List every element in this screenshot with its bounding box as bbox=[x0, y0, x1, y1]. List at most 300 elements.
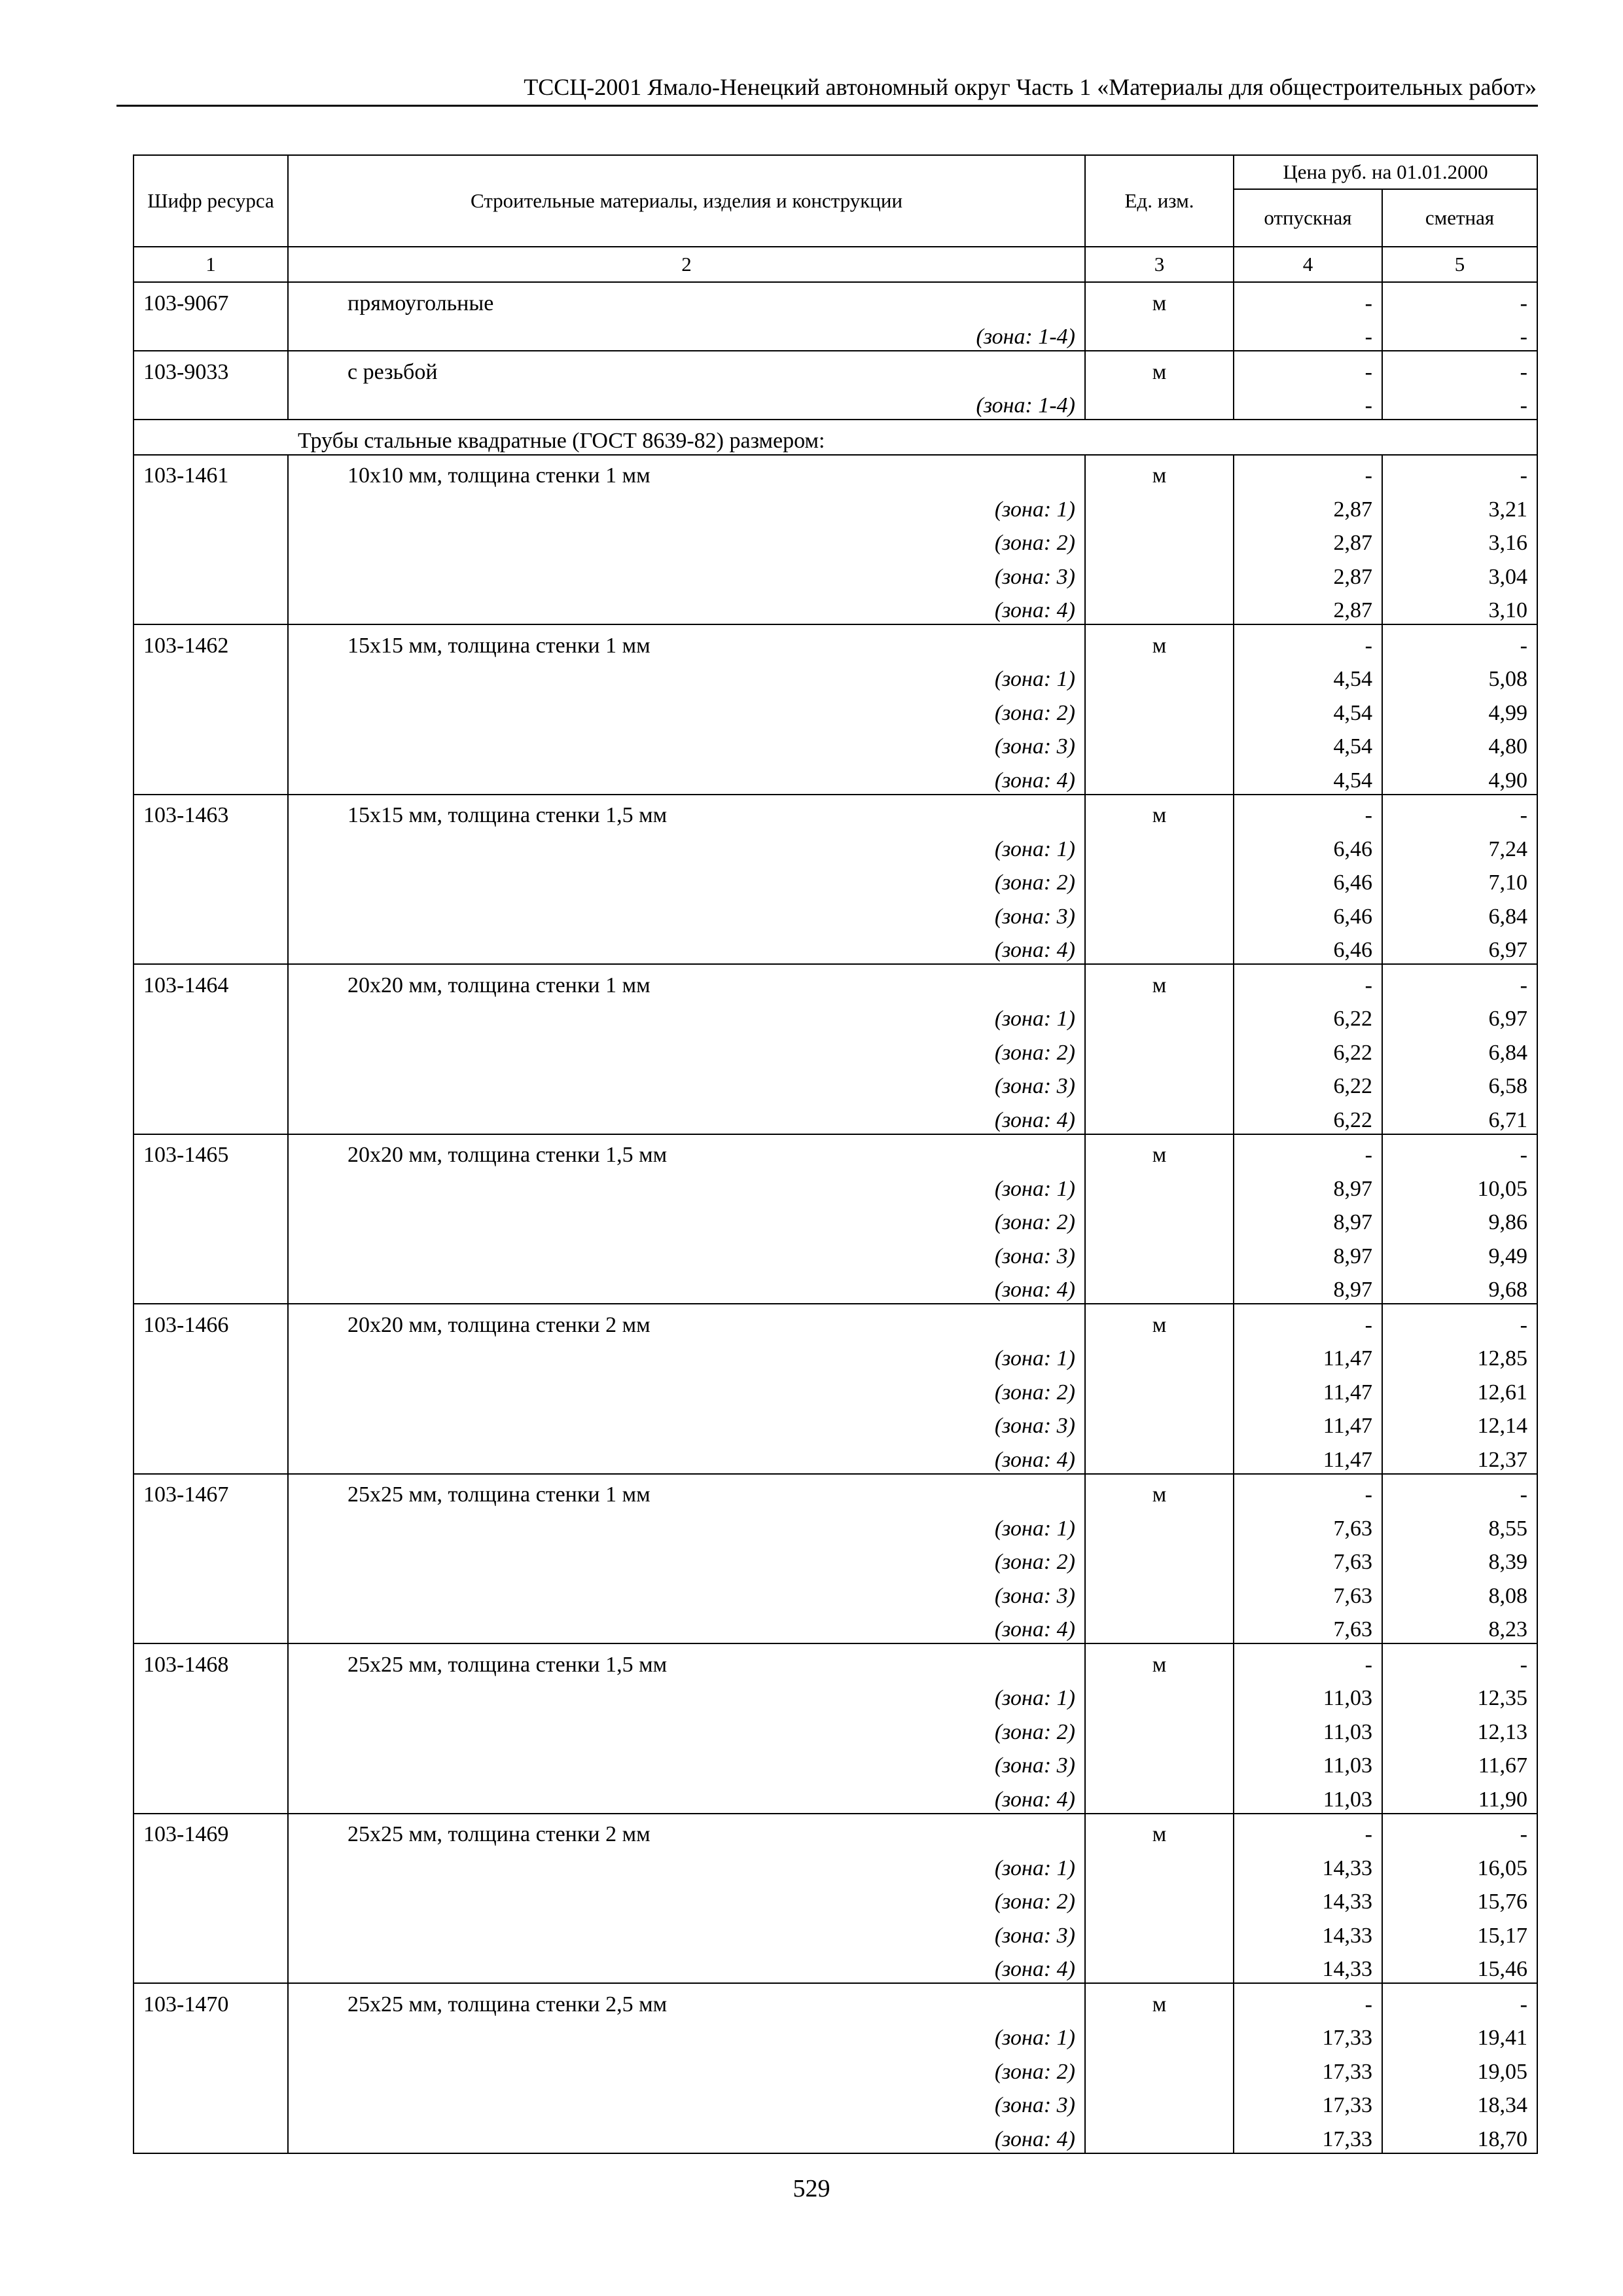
zone-row bbox=[134, 1168, 1537, 1202]
empty-cell bbox=[134, 1712, 288, 1746]
release-price: - bbox=[1234, 1814, 1382, 1848]
empty-cell bbox=[1085, 1406, 1234, 1440]
resource-name: с резьбой bbox=[288, 351, 1085, 386]
zone-label: (зона: 4) bbox=[288, 1779, 1085, 1814]
zone-row bbox=[134, 1406, 1537, 1440]
estimate-price: - bbox=[1382, 1983, 1537, 2018]
resource-code: 103-1463 bbox=[134, 795, 288, 829]
unit-cell: м bbox=[1085, 624, 1234, 659]
empty-cell bbox=[134, 2085, 288, 2119]
resource-name: 20х20 мм, толщина стенки 2 мм bbox=[288, 1304, 1085, 1338]
zone-row bbox=[134, 1032, 1537, 1066]
estimate-price: 16,05 bbox=[1382, 1848, 1537, 1882]
unit-cell: м bbox=[1085, 1304, 1234, 1338]
zone-row bbox=[134, 930, 1537, 965]
header-rule bbox=[116, 105, 1538, 107]
empty-cell bbox=[134, 896, 288, 930]
table-row bbox=[134, 351, 1537, 386]
zone-label: (зона: 1) bbox=[288, 659, 1085, 693]
table-row bbox=[134, 1134, 1537, 1169]
estimate-price: 6,58 bbox=[1382, 1066, 1537, 1100]
empty-cell bbox=[1085, 999, 1234, 1033]
empty-cell bbox=[1085, 386, 1234, 420]
zone-label: (зона: 3) bbox=[288, 896, 1085, 930]
release-price: - bbox=[1234, 1983, 1382, 2018]
empty-cell bbox=[1085, 523, 1234, 557]
table-row bbox=[134, 1983, 1537, 2018]
zone-row bbox=[134, 1100, 1537, 1134]
release-price: 11,47 bbox=[1234, 1372, 1382, 1406]
estimate-price: - bbox=[1382, 351, 1537, 386]
zone-label: (зона: 2) bbox=[288, 1032, 1085, 1066]
resource-code: 103-1466 bbox=[134, 1304, 288, 1338]
empty-cell bbox=[1085, 1270, 1234, 1304]
estimate-price: 4,90 bbox=[1382, 760, 1537, 795]
empty-cell bbox=[1085, 692, 1234, 726]
estimate-price: - bbox=[1382, 795, 1537, 829]
estimate-price: 9,68 bbox=[1382, 1270, 1537, 1304]
zone-row bbox=[134, 2051, 1537, 2085]
release-price: - bbox=[1234, 1474, 1382, 1509]
release-price: 6,46 bbox=[1234, 896, 1382, 930]
estimate-price: 12,61 bbox=[1382, 1372, 1537, 1406]
zone-row bbox=[134, 1915, 1537, 1949]
group-title: Трубы стальные квадратные (ГОСТ 8639-82) размером: bbox=[134, 420, 1537, 455]
estimate-price: 6,97 bbox=[1382, 930, 1537, 965]
unit-cell: м bbox=[1085, 1814, 1234, 1848]
empty-cell bbox=[134, 692, 288, 726]
page-number: 529 bbox=[793, 2175, 830, 2202]
release-price: 7,63 bbox=[1234, 1575, 1382, 1609]
estimate-price: 8,55 bbox=[1382, 1508, 1537, 1542]
resource-name: прямоугольные bbox=[288, 282, 1085, 317]
release-price: 17,33 bbox=[1234, 2119, 1382, 2153]
release-price: - bbox=[1234, 386, 1382, 420]
zone-label: (зона: 3) bbox=[288, 1066, 1085, 1100]
zone-label: (зона: 1) bbox=[288, 2018, 1085, 2052]
release-price: 2,87 bbox=[1234, 489, 1382, 523]
table-row bbox=[134, 455, 1537, 490]
zone-row bbox=[134, 2018, 1537, 2052]
empty-cell bbox=[134, 2051, 288, 2085]
zone-label: (зона: 2) bbox=[288, 523, 1085, 557]
resource-code: 103-1469 bbox=[134, 1814, 288, 1848]
table-row bbox=[134, 1304, 1537, 1338]
zone-label: (зона: 3) bbox=[288, 1915, 1085, 1949]
empty-cell bbox=[1085, 760, 1234, 795]
empty-cell bbox=[134, 1848, 288, 1882]
estimate-price: 12,37 bbox=[1382, 1439, 1537, 1474]
empty-cell bbox=[134, 999, 288, 1033]
zone-row bbox=[134, 659, 1537, 693]
empty-cell bbox=[134, 1032, 288, 1066]
table-row bbox=[134, 282, 1537, 317]
zone-row bbox=[134, 760, 1537, 795]
empty-cell bbox=[1085, 829, 1234, 863]
empty-cell bbox=[134, 1100, 288, 1134]
zone-row bbox=[134, 829, 1537, 863]
zone-label: (зона: 1) bbox=[288, 829, 1085, 863]
empty-cell bbox=[1085, 556, 1234, 590]
release-price: 11,03 bbox=[1234, 1746, 1382, 1780]
empty-cell bbox=[1085, 1848, 1234, 1882]
resource-table bbox=[133, 154, 1538, 2154]
release-price: 6,22 bbox=[1234, 1032, 1382, 1066]
estimate-price: 12,13 bbox=[1382, 1712, 1537, 1746]
zone-label: (зона: 3) bbox=[288, 1575, 1085, 1609]
estimate-price: - bbox=[1382, 624, 1537, 659]
zone-label: (зона: 2) bbox=[288, 2051, 1085, 2085]
empty-cell bbox=[134, 760, 288, 795]
zone-label: (зона: 4) bbox=[288, 1439, 1085, 1474]
empty-cell bbox=[1085, 1882, 1234, 1916]
empty-cell bbox=[1085, 1100, 1234, 1134]
zone-label: (зона: 1) bbox=[288, 1848, 1085, 1882]
empty-cell bbox=[1085, 1066, 1234, 1100]
zone-label: (зона: 4) bbox=[288, 1609, 1085, 1644]
empty-cell bbox=[134, 1338, 288, 1372]
empty-cell bbox=[134, 1066, 288, 1100]
header-estimate-price: сметная bbox=[1382, 189, 1537, 247]
zone-label: (зона: 4) bbox=[288, 590, 1085, 625]
group-row bbox=[134, 420, 1537, 455]
empty-cell bbox=[134, 1508, 288, 1542]
estimate-price: 3,04 bbox=[1382, 556, 1537, 590]
unit-cell: м bbox=[1085, 1643, 1234, 1678]
empty-cell bbox=[134, 1202, 288, 1236]
empty-cell bbox=[134, 1949, 288, 1984]
estimate-price: 5,08 bbox=[1382, 659, 1537, 693]
column-number: 3 bbox=[1085, 247, 1234, 282]
estimate-price: - bbox=[1382, 455, 1537, 490]
zone-row bbox=[134, 1609, 1537, 1644]
zone-row bbox=[134, 556, 1537, 590]
empty-cell bbox=[1085, 1032, 1234, 1066]
release-price: 7,63 bbox=[1234, 1508, 1382, 1542]
header-price-group: Цена руб. на 01.01.2000 bbox=[1234, 155, 1537, 189]
zone-label: (зона: 2) bbox=[288, 692, 1085, 726]
empty-cell bbox=[134, 386, 288, 420]
empty-cell bbox=[134, 317, 288, 351]
release-price: 8,97 bbox=[1234, 1236, 1382, 1270]
zone-label: (зона: 1) bbox=[288, 1678, 1085, 1712]
unit-cell: м bbox=[1085, 1983, 1234, 2018]
resource-name: 15х15 мм, толщина стенки 1,5 мм bbox=[288, 795, 1085, 829]
release-price: 11,03 bbox=[1234, 1678, 1382, 1712]
empty-cell bbox=[1085, 1712, 1234, 1746]
zone-label: (зона: 4) bbox=[288, 930, 1085, 965]
release-price: 6,22 bbox=[1234, 999, 1382, 1033]
zone-row bbox=[134, 863, 1537, 897]
empty-cell bbox=[1085, 2018, 1234, 2052]
empty-cell bbox=[134, 523, 288, 557]
table-row bbox=[134, 964, 1537, 999]
zone-row bbox=[134, 523, 1537, 557]
release-price: 7,63 bbox=[1234, 1542, 1382, 1576]
zone-row bbox=[134, 2119, 1537, 2153]
zone-label: (зона: 2) bbox=[288, 1882, 1085, 1916]
empty-cell bbox=[134, 1678, 288, 1712]
release-price: 14,33 bbox=[1234, 1949, 1382, 1984]
release-price: 7,63 bbox=[1234, 1609, 1382, 1644]
zone-row bbox=[134, 1882, 1537, 1916]
estimate-price: 8,39 bbox=[1382, 1542, 1537, 1576]
zone-label: (зона: 3) bbox=[288, 2085, 1085, 2119]
release-price: - bbox=[1234, 1134, 1382, 1169]
estimate-price: 3,21 bbox=[1382, 489, 1537, 523]
zone-label: (зона: 1) bbox=[288, 999, 1085, 1033]
zone-row bbox=[134, 1439, 1537, 1474]
estimate-price: 6,97 bbox=[1382, 999, 1537, 1033]
zone-row bbox=[134, 1066, 1537, 1100]
release-price: - bbox=[1234, 1304, 1382, 1338]
release-price: 2,87 bbox=[1234, 523, 1382, 557]
zone-row bbox=[134, 692, 1537, 726]
zone-row bbox=[134, 1712, 1537, 1746]
release-price: 6,46 bbox=[1234, 863, 1382, 897]
unit-cell: м bbox=[1085, 1474, 1234, 1509]
zone-label: (зона: 4) bbox=[288, 1100, 1085, 1134]
empty-cell bbox=[1085, 726, 1234, 761]
estimate-price: 3,16 bbox=[1382, 523, 1537, 557]
zone-row bbox=[134, 896, 1537, 930]
estimate-price: 6,84 bbox=[1382, 896, 1537, 930]
estimate-price: 15,76 bbox=[1382, 1882, 1537, 1916]
release-price: - bbox=[1234, 624, 1382, 659]
empty-cell bbox=[1085, 590, 1234, 625]
empty-cell bbox=[134, 2018, 288, 2052]
release-price: 6,46 bbox=[1234, 930, 1382, 965]
zone-row bbox=[134, 1236, 1537, 1270]
release-price: 6,22 bbox=[1234, 1066, 1382, 1100]
table-row bbox=[134, 1814, 1537, 1848]
release-price: 14,33 bbox=[1234, 1915, 1382, 1949]
release-price: - bbox=[1234, 317, 1382, 351]
estimate-price: - bbox=[1382, 317, 1537, 351]
unit-cell: м bbox=[1085, 795, 1234, 829]
empty-cell bbox=[134, 1372, 288, 1406]
empty-cell bbox=[1085, 1202, 1234, 1236]
empty-cell bbox=[1085, 659, 1234, 693]
estimate-price: 15,17 bbox=[1382, 1915, 1537, 1949]
estimate-price: - bbox=[1382, 1643, 1537, 1678]
estimate-price: 11,90 bbox=[1382, 1779, 1537, 1814]
empty-cell bbox=[134, 1406, 288, 1440]
estimate-price: 8,23 bbox=[1382, 1609, 1537, 1644]
release-price: 17,33 bbox=[1234, 2018, 1382, 2052]
zone-row bbox=[134, 590, 1537, 625]
estimate-price: 9,49 bbox=[1382, 1236, 1537, 1270]
empty-cell bbox=[1085, 1609, 1234, 1644]
release-price: 8,97 bbox=[1234, 1168, 1382, 1202]
header-code: Шифр ресурса bbox=[134, 155, 288, 247]
empty-cell bbox=[134, 659, 288, 693]
release-price: - bbox=[1234, 964, 1382, 999]
resource-code: 103-1468 bbox=[134, 1643, 288, 1678]
release-price: 11,47 bbox=[1234, 1338, 1382, 1372]
empty-cell bbox=[1085, 2051, 1234, 2085]
zone-label: (зона: 4) bbox=[288, 2119, 1085, 2153]
estimate-price: - bbox=[1382, 1134, 1537, 1169]
empty-cell bbox=[1085, 1168, 1234, 1202]
zone-label: (зона: 1-4) bbox=[288, 386, 1085, 420]
estimate-price: 12,85 bbox=[1382, 1338, 1537, 1372]
unit-cell: м bbox=[1085, 351, 1234, 386]
zone-row bbox=[134, 386, 1537, 420]
estimate-price: 10,05 bbox=[1382, 1168, 1537, 1202]
estimate-price: 3,10 bbox=[1382, 590, 1537, 625]
release-price: 14,33 bbox=[1234, 1848, 1382, 1882]
release-price: 11,47 bbox=[1234, 1439, 1382, 1474]
resource-name: 25х25 мм, толщина стенки 2,5 мм bbox=[288, 1983, 1085, 2018]
empty-cell bbox=[1085, 1439, 1234, 1474]
release-price: 4,54 bbox=[1234, 659, 1382, 693]
column-number: 1 bbox=[134, 247, 288, 282]
resource-name: 25х25 мм, толщина стенки 1 мм bbox=[288, 1474, 1085, 1509]
release-price: 11,03 bbox=[1234, 1712, 1382, 1746]
estimate-price: 8,08 bbox=[1382, 1575, 1537, 1609]
zone-row bbox=[134, 1848, 1537, 1882]
empty-cell bbox=[1085, 317, 1234, 351]
estimate-price: 11,67 bbox=[1382, 1746, 1537, 1780]
zone-label: (зона: 2) bbox=[288, 1372, 1085, 1406]
table-row bbox=[134, 1474, 1537, 1509]
release-price: 11,03 bbox=[1234, 1779, 1382, 1814]
zone-row bbox=[134, 489, 1537, 523]
unit-cell: м bbox=[1085, 1134, 1234, 1169]
zone-label: (зона: 2) bbox=[288, 1712, 1085, 1746]
empty-cell bbox=[1085, 1746, 1234, 1780]
estimate-price: - bbox=[1382, 282, 1537, 317]
resource-code: 103-1461 bbox=[134, 455, 288, 490]
release-price: - bbox=[1234, 1643, 1382, 1678]
resource-code: 103-1470 bbox=[134, 1983, 288, 2018]
empty-cell bbox=[1085, 1949, 1234, 1984]
zone-row bbox=[134, 2085, 1537, 2119]
empty-cell bbox=[134, 556, 288, 590]
release-price: 8,97 bbox=[1234, 1202, 1382, 1236]
empty-cell bbox=[134, 1746, 288, 1780]
estimate-price: 18,34 bbox=[1382, 2085, 1537, 2119]
estimate-price: 12,14 bbox=[1382, 1406, 1537, 1440]
zone-row bbox=[134, 1508, 1537, 1542]
estimate-price: - bbox=[1382, 386, 1537, 420]
empty-cell bbox=[134, 1236, 288, 1270]
zone-row bbox=[134, 1270, 1537, 1304]
release-price: 2,87 bbox=[1234, 590, 1382, 625]
empty-cell bbox=[134, 1270, 288, 1304]
estimate-price: 6,84 bbox=[1382, 1032, 1537, 1066]
release-price: 4,54 bbox=[1234, 760, 1382, 795]
table-row bbox=[134, 624, 1537, 659]
resource-name: 25х25 мм, толщина стенки 2 мм bbox=[288, 1814, 1085, 1848]
empty-cell bbox=[1085, 489, 1234, 523]
empty-cell bbox=[1085, 1915, 1234, 1949]
release-price: 17,33 bbox=[1234, 2085, 1382, 2119]
zone-row bbox=[134, 1575, 1537, 1609]
zone-label: (зона: 3) bbox=[288, 726, 1085, 761]
release-price: 2,87 bbox=[1234, 556, 1382, 590]
release-price: - bbox=[1234, 351, 1382, 386]
release-price: 17,33 bbox=[1234, 2051, 1382, 2085]
release-price: 8,97 bbox=[1234, 1270, 1382, 1304]
zone-row bbox=[134, 1338, 1537, 1372]
header-unit: Ед. изм. bbox=[1085, 155, 1234, 247]
empty-cell bbox=[134, 1915, 288, 1949]
zone-row bbox=[134, 999, 1537, 1033]
empty-cell bbox=[134, 829, 288, 863]
zone-label: (зона: 1) bbox=[288, 489, 1085, 523]
estimate-price: 12,35 bbox=[1382, 1678, 1537, 1712]
release-price: - bbox=[1234, 455, 1382, 490]
resource-code: 103-1467 bbox=[134, 1474, 288, 1509]
zone-label: (зона: 3) bbox=[288, 1236, 1085, 1270]
unit-cell: м bbox=[1085, 455, 1234, 490]
header-release-price: отпускная bbox=[1234, 189, 1382, 247]
unit-cell: м bbox=[1085, 282, 1234, 317]
empty-cell bbox=[1085, 1372, 1234, 1406]
empty-cell bbox=[1085, 1338, 1234, 1372]
release-price: 6,22 bbox=[1234, 1100, 1382, 1134]
release-price: 4,54 bbox=[1234, 726, 1382, 761]
estimate-price: 7,24 bbox=[1382, 829, 1537, 863]
empty-cell bbox=[1085, 1236, 1234, 1270]
resource-name: 25х25 мм, толщина стенки 1,5 мм bbox=[288, 1643, 1085, 1678]
resource-code: 103-1462 bbox=[134, 624, 288, 659]
estimate-price: 7,10 bbox=[1382, 863, 1537, 897]
column-number: 2 bbox=[288, 247, 1085, 282]
resource-code: 103-9067 bbox=[134, 282, 288, 317]
empty-cell bbox=[1085, 896, 1234, 930]
zone-row bbox=[134, 1542, 1537, 1576]
zone-row bbox=[134, 1678, 1537, 1712]
estimate-price: 18,70 bbox=[1382, 2119, 1537, 2153]
column-number: 5 bbox=[1382, 247, 1537, 282]
column-number: 4 bbox=[1234, 247, 1382, 282]
empty-cell bbox=[1085, 2119, 1234, 2153]
zone-label: (зона: 4) bbox=[288, 1270, 1085, 1304]
zone-label: (зона: 1) bbox=[288, 1508, 1085, 1542]
empty-cell bbox=[134, 2119, 288, 2153]
empty-cell bbox=[1085, 1542, 1234, 1576]
estimate-price: 9,86 bbox=[1382, 1202, 1537, 1236]
zone-label: (зона: 1) bbox=[288, 1168, 1085, 1202]
empty-cell bbox=[134, 1882, 288, 1916]
empty-cell bbox=[134, 1168, 288, 1202]
estimate-price: 19,05 bbox=[1382, 2051, 1537, 2085]
zone-label: (зона: 1) bbox=[288, 1338, 1085, 1372]
zone-row bbox=[134, 1949, 1537, 1984]
table-row bbox=[134, 795, 1537, 829]
resource-code: 103-9033 bbox=[134, 351, 288, 386]
empty-cell bbox=[134, 726, 288, 761]
empty-cell bbox=[134, 1575, 288, 1609]
estimate-price: 4,80 bbox=[1382, 726, 1537, 761]
estimate-price: 19,41 bbox=[1382, 2018, 1537, 2052]
zone-row bbox=[134, 1746, 1537, 1780]
empty-cell bbox=[1085, 1779, 1234, 1814]
zone-label: (зона: 2) bbox=[288, 1542, 1085, 1576]
empty-cell bbox=[134, 1439, 288, 1474]
zone-row bbox=[134, 317, 1537, 351]
zone-row bbox=[134, 726, 1537, 761]
empty-cell bbox=[134, 1609, 288, 1644]
zone-row bbox=[134, 1202, 1537, 1236]
resource-code: 103-1465 bbox=[134, 1134, 288, 1169]
unit-cell: м bbox=[1085, 964, 1234, 999]
zone-label: (зона: 1-4) bbox=[288, 317, 1085, 351]
zone-label: (зона: 3) bbox=[288, 1746, 1085, 1780]
